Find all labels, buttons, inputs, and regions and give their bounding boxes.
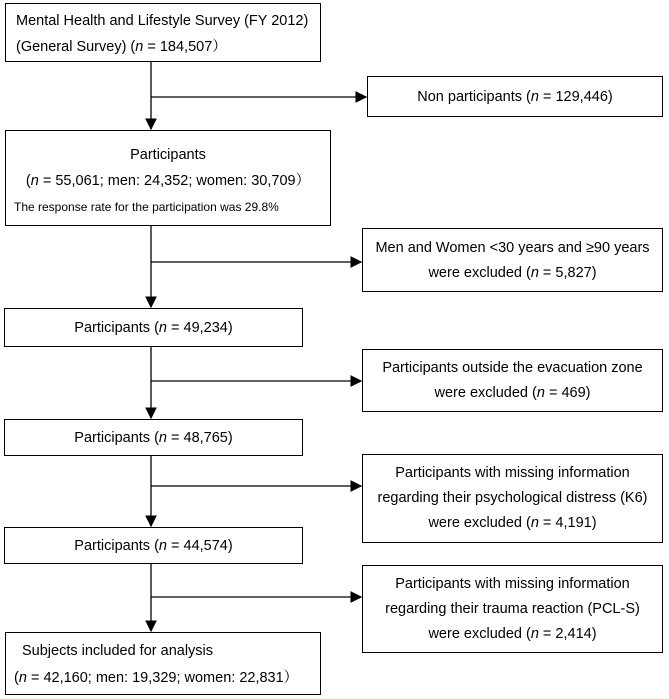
- participants-box-2: [4, 308, 303, 347]
- excluded-age-criteria: Men and Women <30 years and ≥90 years: [375, 240, 650, 256]
- non-participants-label: Non participants (n = 129,446): [417, 89, 613, 105]
- participants-box-3: [4, 419, 303, 456]
- participants-4-label: Participants (n = 44,574): [74, 538, 233, 554]
- participants-1-title: Participants: [130, 147, 206, 163]
- survey-box: [5, 3, 321, 62]
- excluded-zone-box: [362, 349, 663, 412]
- excluded-k6-count: were excluded (n = 4,191): [428, 515, 597, 531]
- final-subjects-box: [5, 632, 321, 695]
- survey-count: (General Survey) (n = 184,507）: [16, 39, 227, 55]
- excluded-pcl-box: [362, 565, 663, 653]
- excluded-pcl-line1: Participants with missing information: [395, 576, 630, 592]
- excluded-pcl-count: were excluded (n = 2,414): [428, 626, 597, 642]
- participants-1-count: (n = 55,061; men: 24,352; women: 30,709）: [25, 173, 311, 189]
- non-participants-box: [367, 76, 663, 117]
- excluded-k6-line2: regarding their psychological distress (K6): [377, 490, 648, 506]
- participants-box-4: [4, 527, 303, 564]
- final-count: (n = 42,160; men: 19,329; women: 22,831）: [14, 670, 299, 686]
- excluded-age-box: [362, 228, 663, 292]
- excluded-pcl-line2: regarding their trauma reaction (PCL-S): [385, 601, 640, 617]
- excluded-k6-box: [362, 454, 663, 543]
- participants-box-1: [5, 130, 331, 226]
- excluded-zone-criteria: Participants outside the evacuation zone: [382, 360, 643, 376]
- survey-title: Mental Health and Lifestyle Survey (FY 2012): [16, 13, 309, 29]
- excluded-age-count: were excluded (n = 5,827): [428, 265, 597, 281]
- participants-2-label: Participants (n = 49,234): [74, 320, 233, 336]
- final-title: Subjects included for analysis: [22, 643, 214, 659]
- excluded-zone-count: were excluded (n = 469): [434, 385, 591, 401]
- response-rate-note: The response rate for the participation was 29.8%: [14, 200, 279, 214]
- excluded-k6-line1: Participants with missing information: [395, 465, 630, 481]
- participants-3-label: Participants (n = 48,765): [74, 430, 233, 446]
